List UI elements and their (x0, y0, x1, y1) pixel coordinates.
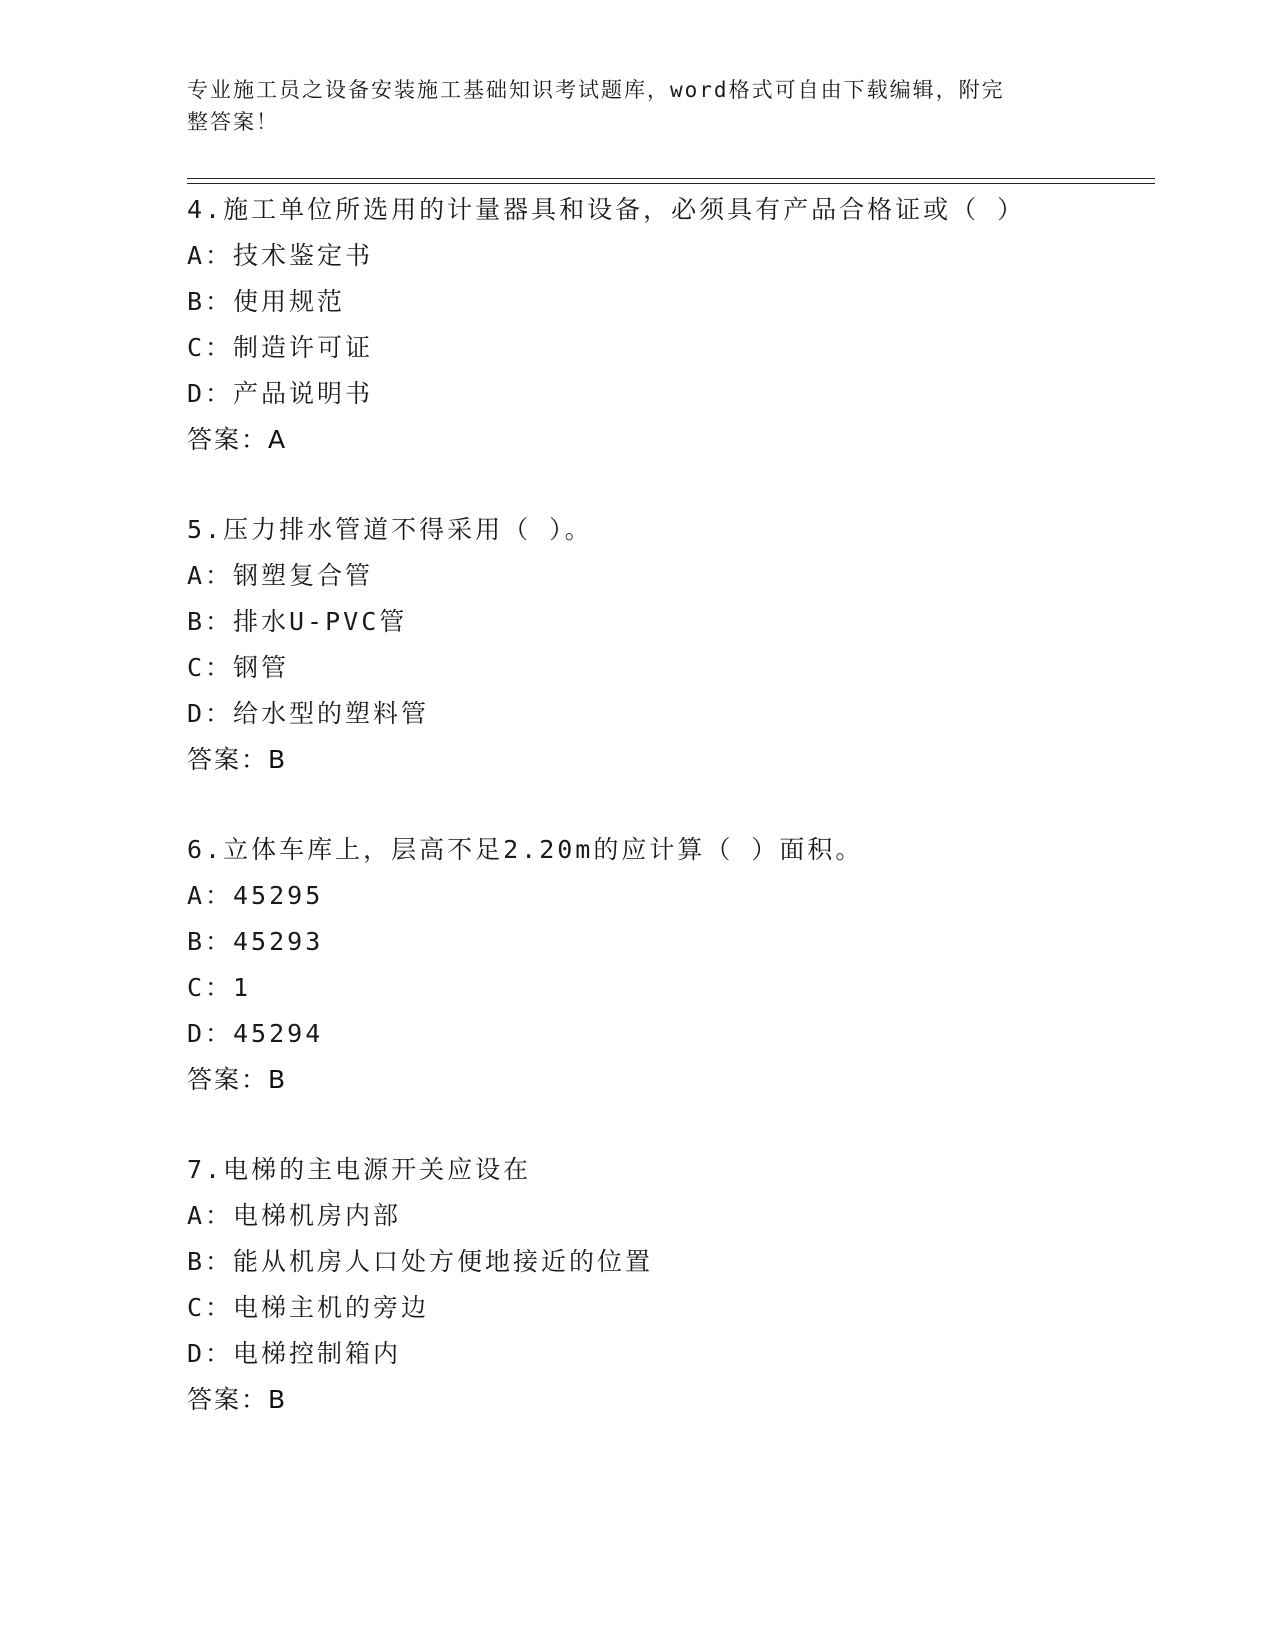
header-line-1: 专业施工员之设备安装施工基础知识考试题库，word格式可自由下载编辑，附完 (187, 78, 1005, 102)
option-key: B： (187, 1247, 234, 1276)
option-text: 排水U-PVC管 (233, 607, 408, 636)
option-a (187, 233, 1155, 279)
question-stem: 5.压力排水管道不得采用（ ）。 (187, 515, 593, 544)
option-c (187, 965, 1155, 1011)
option-text: 制造许可证 (233, 333, 374, 362)
option-c (187, 645, 1155, 691)
option-key: D： (187, 379, 234, 408)
option-b (187, 919, 1155, 965)
document-header (187, 74, 1067, 138)
answer-line: 答案：A (187, 425, 288, 454)
option-text: 45295 (233, 881, 324, 910)
question-stem: 7.电梯的主电源开关应设在 (187, 1155, 532, 1184)
option-text: 能从机房人口处方便地接近的位置 (233, 1247, 654, 1276)
option-text: 45293 (233, 927, 324, 956)
option-key: C： (187, 973, 234, 1002)
option-text: 给水型的塑料管 (233, 699, 430, 728)
header-divider-top (187, 178, 1155, 179)
option-a (187, 553, 1155, 599)
header-line-2: 整答案！ (187, 110, 279, 134)
option-b (187, 1239, 1155, 1285)
option-key: A： (187, 881, 234, 910)
question-block (187, 187, 1155, 463)
option-key: A： (187, 241, 234, 270)
option-text: 技术鉴定书 (233, 241, 374, 270)
option-key: B： (187, 927, 234, 956)
option-d (187, 371, 1155, 417)
option-key: D： (187, 1019, 234, 1048)
option-b (187, 599, 1155, 645)
option-c (187, 325, 1155, 371)
answer-line: 答案：B (187, 745, 288, 774)
option-text: 产品说明书 (233, 379, 374, 408)
question-stem: 6.立体车库上，层高不足2.20m的应计算（ ）面积。 (187, 835, 864, 864)
option-key: C： (187, 333, 234, 362)
answer-line: 答案：B (187, 1065, 288, 1094)
option-key: B： (187, 287, 234, 316)
option-text: 电梯机房内部 (233, 1201, 402, 1230)
option-d (187, 691, 1155, 737)
question-block (187, 507, 1155, 783)
option-b (187, 279, 1155, 325)
question-stem: 4.施工单位所选用的计量器具和设备，必须具有产品合格证或（ ） (187, 195, 1026, 224)
option-c (187, 1285, 1155, 1331)
option-key: A： (187, 561, 234, 590)
option-d (187, 1331, 1155, 1377)
option-key: D： (187, 1339, 234, 1368)
option-text: 1 (233, 973, 252, 1002)
option-key: D： (187, 699, 234, 728)
option-text: 45294 (233, 1019, 324, 1048)
option-key: A： (187, 1201, 234, 1230)
option-key: C： (187, 1293, 234, 1322)
option-text: 钢塑复合管 (233, 561, 374, 590)
option-key: B： (187, 607, 234, 636)
option-a (187, 873, 1155, 919)
option-text: 电梯控制箱内 (233, 1339, 402, 1368)
option-key: C： (187, 653, 234, 682)
question-block (187, 1147, 1155, 1423)
option-a (187, 1193, 1155, 1239)
question-block (187, 827, 1155, 1103)
option-text: 使用规范 (233, 287, 346, 316)
option-d (187, 1011, 1155, 1057)
header-divider-bottom (187, 183, 1155, 184)
answer-line: 答案：B (187, 1385, 288, 1414)
option-text: 电梯主机的旁边 (233, 1293, 430, 1322)
option-text: 钢管 (233, 653, 290, 682)
